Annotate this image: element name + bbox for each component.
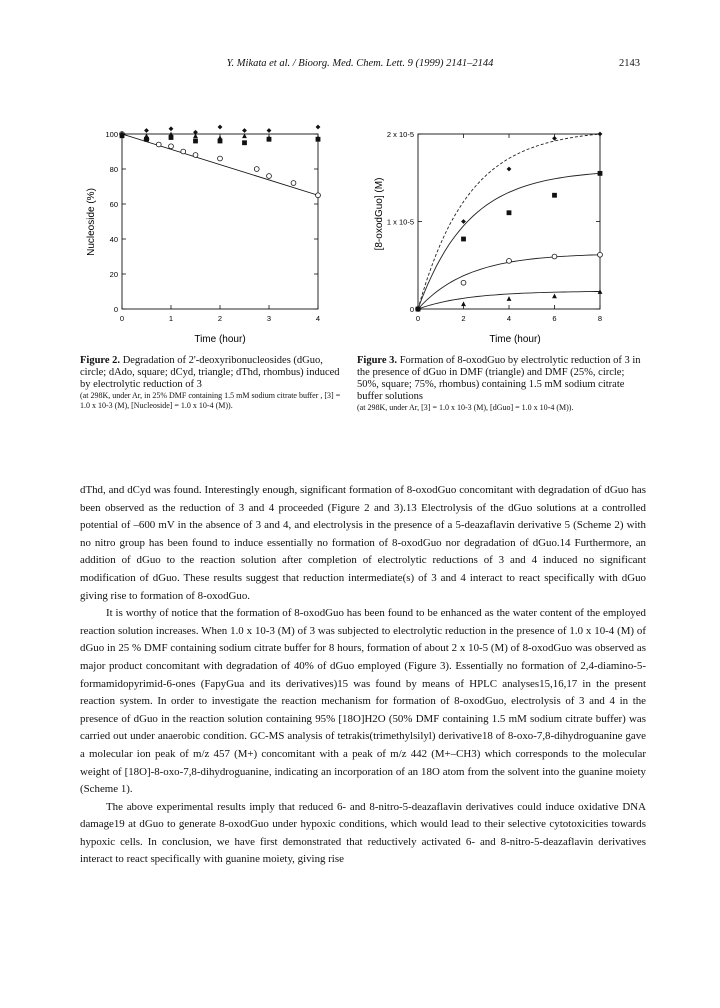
data-point-circle: [316, 193, 321, 198]
x-tick-label: 4: [315, 314, 321, 323]
data-point-square: [507, 210, 512, 215]
y-tick-label: 100: [105, 130, 118, 139]
x-tick-label: 8: [597, 314, 603, 323]
fit-curve-rhombus: [418, 134, 600, 309]
plot-frame: [418, 134, 600, 309]
data-point-triangle: [218, 135, 223, 140]
x-tick-label: 2: [461, 314, 466, 323]
figure-3-xlabel: Time (hour): [489, 334, 541, 345]
data-point-rhombus: [507, 167, 512, 172]
x-tick-label: 6: [552, 314, 557, 323]
data-point-rhombus: [267, 128, 272, 133]
figure-2-caption-label: Figure 2.: [80, 355, 121, 366]
body-text: [80, 482, 646, 869]
data-point-square: [552, 193, 557, 198]
fit-curve-square: [418, 173, 600, 309]
y-tick-label: 2 x 10-5: [386, 130, 414, 139]
x-tick-label: 3: [266, 314, 272, 323]
figure-2-xlabel: Time (hour): [194, 334, 246, 345]
data-point-rhombus: [552, 136, 557, 141]
data-point-circle: [193, 153, 198, 158]
data-point-square: [242, 140, 247, 145]
y-tick-label: 0: [113, 305, 118, 314]
y-tick-label: 60: [109, 200, 118, 209]
figure-3-chart: [355, 122, 640, 347]
data-point-triangle: [507, 296, 512, 301]
data-point-circle: [156, 142, 161, 147]
y-tick-label: 1 x 10-5: [386, 217, 414, 227]
y-tick-label: 40: [109, 235, 118, 244]
data-point-circle: [254, 167, 259, 172]
x-tick-label: 0: [119, 314, 125, 323]
data-point-circle: [461, 280, 466, 285]
data-point-rhombus: [316, 125, 321, 130]
data-point-rhombus: [598, 132, 603, 137]
paragraph-3: The above experimental results imply that reduced 6- and 8-nitro-5-deazaflavin derivatives could induce oxidative DNA damage19 at dGuo to generate 8-oxodGuo under hypoxic conditions, which would lead to their selective cytotoxicities towards hypoxic cells. In conclusion, we have first demonstrated that reductively activated 6- and 8-nitro-5-deazaflavin derivatives interact to react specifically with guanine moiety, giving rise: [80, 800, 646, 866]
data-point-rhombus: [242, 128, 247, 133]
x-tick-label: 2: [217, 314, 223, 323]
running-header: [0, 58, 720, 78]
x-tick-label: 1: [168, 314, 174, 323]
data-point-rhombus: [218, 125, 223, 130]
figure-2-plot: [105, 125, 320, 323]
data-point-rhombus: [144, 128, 149, 133]
data-point-circle: [267, 174, 272, 179]
figure-3-caption-text: Formation of 8-oxodGuo by electrolytic reduction of 3 in the presence of dGuo in DMF (triangle) and DMF (25%, circle; 50%, square; 75%, rhombus) containing 1.5 mM sodium citrate buffer solutions: [357, 355, 641, 402]
journal-citation: Y. Mikata et al. / Bioorg. Med. Chem. Lett. 9 (1999) 2141–2144: [226, 58, 494, 69]
figure-3-caption-conditions: (at 298K, under Ar, [3] = 1.0 x 10-3 (M), [dGuo] = 1.0 x 10-4 (M)).: [357, 403, 574, 412]
y-tick-label: 0: [409, 305, 414, 314]
figure-3-ylabel: [8-oxodGuo] (M): [374, 177, 385, 251]
data-point-circle: [598, 252, 603, 257]
figure-2-caption: [80, 355, 342, 411]
page-number: 2143: [619, 58, 640, 69]
figure-2-caption-text: Degradation of 2'-deoxyribonucleosides (dGuo, circle; dAdo, square; dCyd, triangle; dThd, rhombus) induced by electrolytic reduction of 3: [80, 355, 340, 390]
figure-3-caption-label: Figure 3.: [357, 355, 398, 366]
figure-2-chart: [80, 122, 350, 347]
paragraph-2: It is worthy of notice that the formation of 8-oxodGuo has been found to be enhanced as the water content of the employed reaction solution increases. When 1.0 x 10-3 (M) of 3 was subjected to electrolytic reduction in the presence of 1.0 x 10-4 (M) of dGuo in 25 % DMF containing sodium citrate buffer for 8 hours, formation of about 2 x 10-5 (M) of 8-oxodGuo was observed as major product concomitant with degradation of 40% of dGuo employed (Figure 3). Essentially no formation of 2,4-diamino-5-formamidopyrimid-6-ones (FapyGua and its derivatives)15 was found by means of HPLC analyses15,16,17 in the present reaction system. In order to investigate the reaction mechanism for formation of 8-oxodGuo, electrolysis of 3 and 4 in the presence of dGuo in the reaction solution containing 95% [18O]H2O (50% DMF containing 1.5 mM sodium citrate buffer) was carried out under anaerobic condition. GC-MS analysis of tetrakis(trimethylsilyl) derivative18 of 8-oxo-7,8-dihydroguanine gave a molecular ion peak of m/z 457 (M+) concomitant with a peak of m/z 442 (M+–CH3) which corresponds to the molecular weight of [18O]-8-oxo-7,8-dihydroguanine, indicating an incorporation of an 18O atom from the solvent into the guanine moiety (Scheme 1).: [80, 607, 646, 796]
x-tick-label: 4: [506, 314, 512, 323]
data-point-circle: [552, 254, 557, 259]
data-point-triangle: [461, 301, 466, 306]
data-point-circle: [218, 156, 223, 161]
data-point-rhombus: [169, 126, 174, 131]
data-point-circle: [291, 181, 296, 186]
data-point-rhombus: [461, 219, 466, 224]
y-tick-label: 80: [109, 165, 118, 174]
data-point-circle: [181, 149, 186, 154]
data-point-square: [193, 139, 198, 144]
figure-2-ylabel: Nucleoside (%): [86, 188, 97, 256]
paragraph-1: dThd, and dCyd was found. Interestingly enough, significant formation of 8-oxodGuo concomitant with degradation of dGuo has been observed as the reduction of 3 and 4 proceeded (Figure 2 and 3).13 Electrolysis of the dGuo solutions at a controlled potential of –600 mV in the absence of 3 and 4, and electrolysis in the presence of a 5-deazaflavin derivative 5 (Scheme 2) with no nitro group has been found to induce essentially no formation of 8-oxodGuo nor degradation of dGuo.14 Furthermore, an addition of dGuo to the reaction solution after completion of electrolytic reductions of 3 and 4 induced no significant modification of dGuo. These results suggest that reduction intermediate(s) of 3 and 4 interact to react specifically with dGuo giving rise to formation of 8-oxodGuo.: [80, 484, 646, 602]
data-point-square: [598, 171, 603, 176]
data-point-circle: [507, 258, 512, 263]
data-point-triangle: [552, 293, 557, 298]
data-point-circle: [169, 144, 174, 149]
data-point-square: [461, 237, 466, 242]
x-tick-label: 0: [415, 314, 421, 323]
figure-3-plot: [387, 130, 603, 323]
y-tick-label: 20: [109, 270, 118, 279]
figure-3-caption: [357, 355, 643, 413]
figure-2-caption-conditions: (at 298K, under Ar, in 25% DMF containing 1.5 mM sodium citrate buffer , [3] = 1.0 x 10-3 (M), [Nucleoside] = 1.0 x 10-4 (M)).: [80, 391, 341, 410]
